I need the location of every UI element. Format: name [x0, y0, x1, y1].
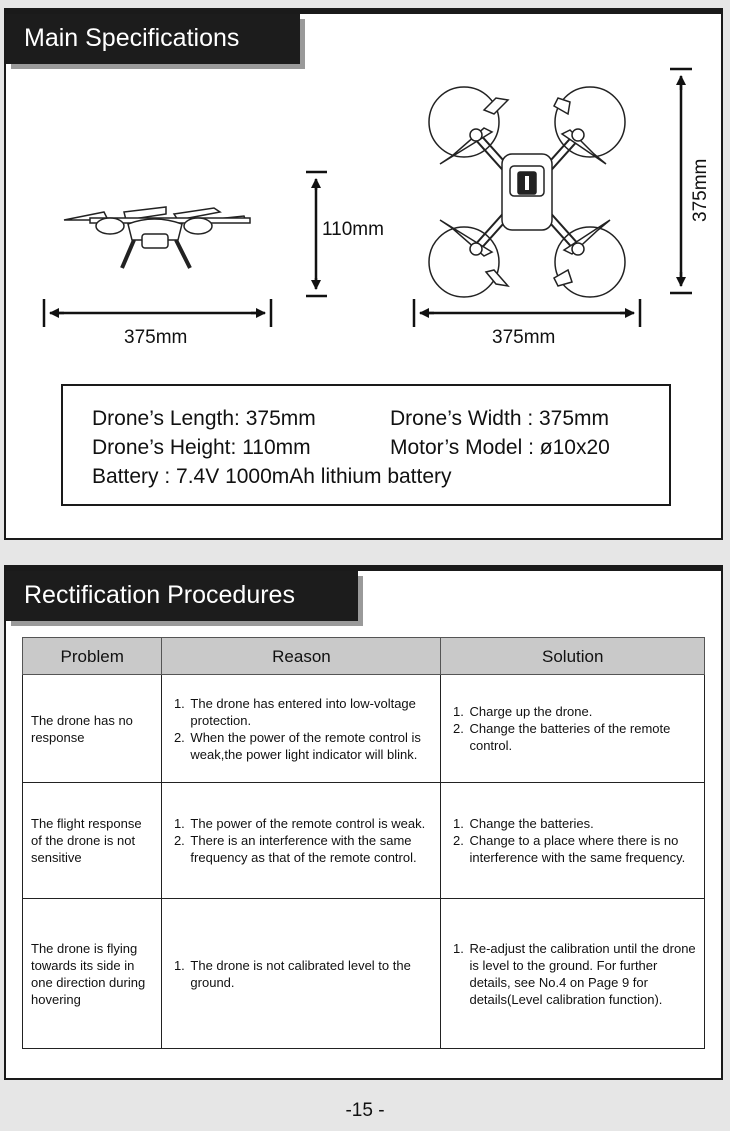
solution-cell — [441, 783, 705, 899]
solution-cell — [441, 899, 705, 1049]
spec-drone-length: Drone’s Length: 375mm — [92, 407, 316, 430]
table-header-row — [23, 638, 705, 675]
solution-item: 2. Change to a place where there is no interference with the same frequency. — [467, 832, 696, 866]
side-view-width-label: 375mm — [124, 327, 188, 348]
rectification-procedures-panel — [4, 565, 723, 1080]
reason-item: 2. When the power of the remote control is weak,the power light indicator will blink. — [188, 729, 432, 763]
top-view-width-label: 375mm — [492, 327, 556, 348]
main-specifications-panel — [4, 8, 723, 540]
spec-row — [92, 462, 669, 491]
spec-row — [92, 433, 669, 462]
column-header-problem: Problem — [23, 638, 162, 675]
reason-item: 1. The power of the remote control is weak. — [188, 815, 432, 832]
reason-cell — [162, 675, 441, 783]
solution-item: 1. Re-adjust the calibration until the drone is level to the ground. For further details, see No.4 on Page 9 for details(Level calibration function). — [467, 940, 696, 1008]
column-header-solution: Solution — [441, 638, 705, 675]
solution-cell — [441, 675, 705, 783]
reason-cell — [162, 783, 441, 899]
reason-item: 1. The drone has entered into low-voltage protection. — [188, 695, 432, 729]
spec-battery: Battery : 7.4V 1000mAh lithium battery — [92, 465, 452, 488]
drone-top-view-illustration — [429, 87, 625, 297]
table-row — [23, 899, 705, 1049]
spec-drone-width: Drone’s Width : 375mm — [390, 407, 610, 430]
problem-cell: The drone has no response — [23, 675, 162, 783]
spec-drone-height: Drone’s Height: 110mm — [92, 436, 311, 459]
section-title-main-specifications: Main Specifications — [6, 14, 300, 64]
reason-cell — [162, 899, 441, 1049]
section-title-rectification-procedures: Rectification Procedures — [6, 571, 358, 621]
column-header-reason: Reason — [162, 638, 441, 675]
top-view-dimension-lines — [414, 69, 692, 327]
reason-item: 1. The drone is not calibrated level to the ground. — [188, 957, 432, 991]
top-view-length-label: 375mm — [690, 158, 711, 222]
rectification-table — [22, 637, 705, 1049]
spec-motor-model: Motor’s Model : ø10x20 — [390, 436, 610, 459]
dimension-drawings — [6, 14, 721, 384]
side-view-dimension-lines — [44, 172, 327, 327]
reason-item: 2. There is an interference with the same frequency as that of the remote control. — [188, 832, 432, 866]
problem-cell: The flight response of the drone is not sensitive — [23, 783, 162, 899]
problem-cell: The drone is flying towards its side in one direction during hovering — [23, 899, 162, 1049]
spec-row — [92, 404, 669, 433]
solution-item: 2. Change the batteries of the remote control. — [467, 720, 696, 754]
specifications-box — [61, 384, 671, 506]
solution-item: 1. Charge up the drone. — [467, 703, 696, 720]
table-row — [23, 783, 705, 899]
drone-side-view-illustration — [64, 207, 250, 268]
solution-item: 1. Change the batteries. — [467, 815, 696, 832]
page-number: -15 - — [345, 1100, 385, 1121]
side-view-height-label: 110mm — [322, 219, 384, 240]
table-row — [23, 675, 705, 783]
